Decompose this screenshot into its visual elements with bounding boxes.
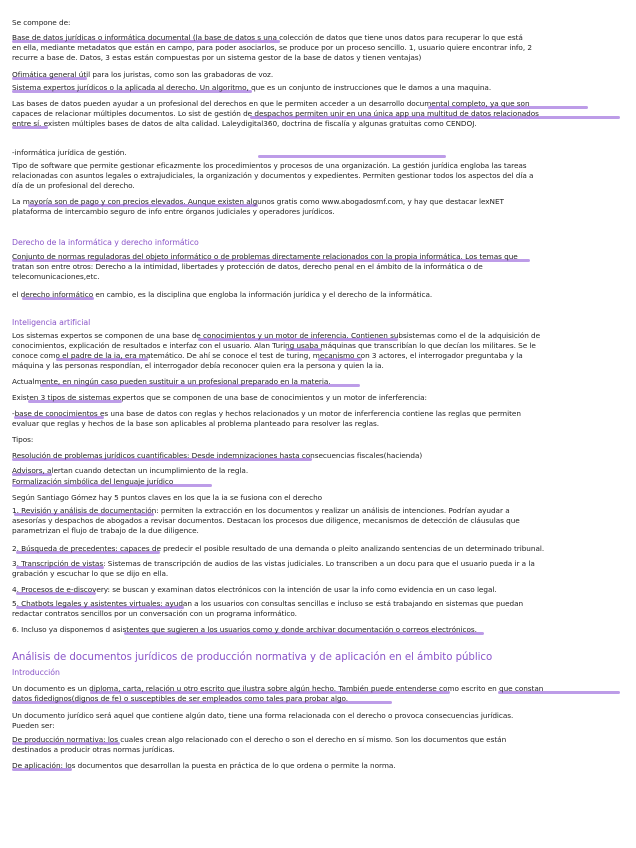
text-line: día de un profesional del derecho. [12,181,135,190]
text-line: Formalización simbólica del lenguaje jurídico [12,477,174,486]
text-line: 3. Transcripción de vistas: Sistemas de transcripción de audios de las vistas judiciales. Lo transcriben a un docu para que el usuario pueda ir a la [12,559,535,568]
text-line: -base de conocimientos es una base de datos con reglas y hechos relacionados y un motor de inferferencia contiene las reglas que permiten [12,409,521,418]
text-line: Ofimática general útil para los juristas, como son las grabadoras de voz. [12,70,274,79]
text-line: destinados a producir otras normas jurídicas. [12,745,175,754]
text-line: Resolución de problemas jurídicos cuantificables: Desde indemnizaciones hasta consecuencias fiscales(hacienda) [12,451,423,460]
text-line: Según Santiago Gómez hay 5 puntos claves en los que la ia se fusiona con el derecho [12,493,323,502]
text-line: Actualmente, en ningún caso pueden sustituir a un profesional preparado en la materia. [12,377,331,386]
text-line: plataforma de intercambio seguro de info entre órganos judiciales y operadores jurídicos. [12,207,335,216]
section-heading: Derecho de la informática y derecho informático [12,238,199,247]
text-line: Tipos: [12,435,34,444]
text-line: 4. Procesos de e-discovery: se buscan y examinan datos electrónicos con la intención de usar la info como evidencia en un caso legal. [12,585,497,594]
text-line: Advisors, alertan cuando detectan un incumplimiento de la regla. [12,466,249,475]
text-line: datos fidedignos(dignos de fe) o susceptibles de ser empleados como tales para probar algo. [12,694,349,703]
text-line: Pueden ser: [12,721,55,730]
text-line: conocimientos, explicación de resultados e interfaz con el usuario. Alan Turing usaba máquinas que transcribían lo que decían los militares. Se le [12,341,536,350]
text-line: Se compone de: [12,18,71,27]
text-line: asesorías y despachos de abogados a revisar documentos. Destacan los procesos due diligence, mecanismos de detección de cláusulas que [12,516,520,525]
text-line: relacionadas con asuntos legales o extrajudiciales, la organización y documentos y expedientes. Permiten gestionar todos los aspectos del día a [12,171,534,180]
text-line: redactar contratos sencillos por un conversación con un programa informático. [12,609,297,618]
text-line: evaluar que reglas y hechos de la base son aplicables al problema planteado para resolver las reglas. [12,419,380,428]
text-line: parametrizan el flujo de trabajo de la due diligence. [12,526,199,535]
section-heading: Análisis de documentos jurídicos de producción normativa y de aplicación en el ámbito público [12,652,493,663]
text-line: De aplicación: los documentos que desarrollan la puesta en práctica de lo que ordena o permite la norma. [12,761,396,770]
text-line: en ella, mediante metadatos que están en campo, para poder asociarlos, se produce por un proceso sencillo. 1, usuario quiere encontrar info, 2 [12,43,532,52]
text-line: entre sí. existen múltiples bases de datos de alta calidad. Laleydigital360, doctrina de fiscalía y algunas gratuitas como CENDOJ. [12,119,477,128]
text-line: 6. Incluso ya disponemos d asistentes que sugieren a los usuarios como y donde archivar documentación o correos electrónicos. [12,625,477,634]
text-line: Existen 3 tipos de sistemas expertos que se componen de una base de conocimientos y un motor de inferferencia: [12,393,427,402]
text-line: Los sistemas expertos se componen de una base de conocimientos y un motor de inferencia. Contienen subsistemas como el de la adquisición de [12,331,541,340]
text-line: telecomunicaciones,etc. [12,272,100,281]
text-line: capaces de relacionar múltiples documentos. Lo sist de gestión de despachos permiten unir en una única app una multitud de datos relacionados [12,109,539,118]
text-line: Sistema expertos jurídicos o la aplicada al derecho. Un algoritmo, que es un conjunto de instrucciones que le damos a una maquina. [12,83,492,92]
text-line: recurre a base de. Datos, 3 estas están compuestas por un sistema gestor de la base de datos y tienen ventajas) [12,53,422,62]
text-line: Las bases de datos pueden ayudar a un profesional del derechos en que le permiten acceder a un desarrollo documental completo, ya que son [12,99,530,108]
text-line: el derecho informático en cambio, es la disciplina que engloba la información jurídica y el derecho de la informática. [12,290,433,299]
text-line: Tipo de software que permite gestionar eficazmente los procedimientos y procesos de una organización. La gestión jurídica engloba las tareas [12,161,527,170]
text-line: máquina y las personas respondían, el interrogador debía reconocer quien era la persona y quien la ia. [12,361,384,370]
section-heading: Introducción [12,668,60,677]
text-line: grabación y escuchar lo que se dijo en ella. [12,569,169,578]
text-line: -informática jurídica de gestión. [12,148,127,157]
text-line: Un documento es un diploma, carta, relación u otro escrito que ilustra sobre algún hecho. También puede entenderse como escrito en que constan [12,684,544,693]
text-line: conoce como el padre de la ia, era matemático. De ahí se conoce el test de turing, mecanismo con 3 actores, el interrogador preguntaba y la [12,351,523,360]
text-line: Conjunto de normas reguladoras del objeto informático o de problemas directamente relacionados con la propia informática. Los temas que [12,252,518,261]
text-line: 5. Chatbots legales y asistentes virtuales: ayudan a los usuarios con consultas sencillas e incluso se está trabajando en sistemas que puedan [12,599,524,608]
text-line: 1. Revisión y análisis de documentación: permiten la extracción en los documentos y realizar un análisis de intenciones. Podrían ayudar a [12,506,510,515]
text-line: Base de datos jurídicas o informática documental (la base de datos s una colección de datos que tiene unos datos para recuperar lo que está [12,33,523,42]
text-line: Un documento jurídico será aquel que contiene algún dato, tiene una forma relacionada con el derecho o provoca consecuencias jurídicas. [12,711,514,720]
section-heading: Inteligencia artificial [12,318,91,327]
text-line: 2. Búsqueda de precedentes: capaces de predecir el posible resultado de una demanda o pleito analizando sentencias de un determinado tribunal. [12,544,545,553]
text-line: tratan son entre otros: Derecho a la intimidad, libertades y protección de datos, derecho penal en el ámbito de la informática o de [12,262,483,271]
text-line: La mayoría son de pago y con precios elevados. Aunque existen algunos gratis como www.abogadosmf.com, y hay que destacar lexNET [12,197,504,206]
text-line: De producción normativa: los cuales crean algo relacionado con el derecho o son el derecho en sí mismo. Son los documentos que están [12,735,507,744]
